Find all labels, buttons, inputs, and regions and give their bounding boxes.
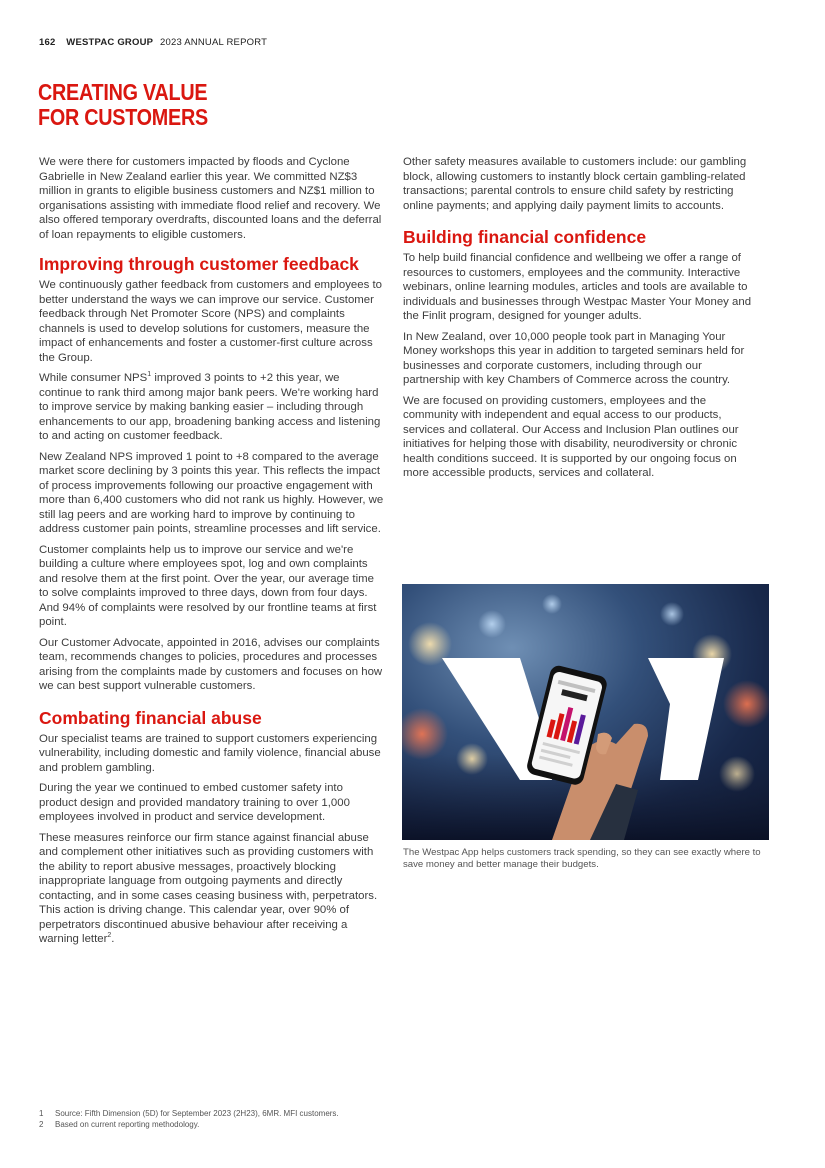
page-title-line-2: FOR CUSTOMERS — [38, 104, 208, 130]
photo-illustration — [402, 584, 769, 840]
photo-caption: The Westpac App helps customers track spending, so they can see exactly where to save money and better manage their budgets. — [403, 847, 761, 870]
bokeh-light — [478, 610, 506, 638]
paragraph: Other safety measures available to customers include: our gambling block, allowing customers to instantly block certain gambling-related transactions; parental controls to ensure child safety by restricting online payments; and applying daily payment limits to accounts. — [403, 156, 747, 212]
page-header — [39, 37, 267, 48]
left-column — [39, 155, 384, 953]
footnote-text: Source: Fifth Dimension (5D) for September 2023 (2H23), 6MR. MFI customers. — [55, 1109, 339, 1118]
section-heading-confidence: Building financial confidence — [403, 227, 647, 247]
bokeh-light — [723, 680, 769, 728]
paragraph: To help build financial confidence and wellbeing we offer a range of resources to customers, employees and the community. Interactive webinars, online learning modules, articles and tools are available to individuals and businesses through Westpac Master Your Money and the Finlit program, designed for younger adults. — [403, 252, 752, 322]
page-title-line-1: CREATING VALUE — [38, 79, 208, 105]
paragraph: New Zealand NPS improved 1 point to +8 compared to the average market score declining by 3 points this year. This reflects the impact of process improvements following our proactive engagement with more than 6,400 customers who did not rank us highly. However, we still lag peers and are working hard to improve by continuing to address customer pain points, streamline processes and lift service. — [39, 450, 384, 535]
footnote-number: 1 — [39, 1109, 44, 1118]
paragraph: We are focused on providing customers, employees and the community with independent and equal access to our products, services and collateral. Our Access and Inclusion Plan outlines our initiatives for helping those with disability, neurodiversity or chronic health conditions succeed. It is supported by our ongoing focus on more accessible products, services and collateral. — [403, 394, 739, 479]
text: These measures reinforce our firm stance against financial abuse and complement other initiatives such as providing customers with the ability to report abusive messages, proactively blocking inappropriate language from outgoing payments and directly contacting, and in some cases ceasing business with, perpetrators. This action is driving change. This calendar year, over 90% of perpetrators discontinued abusive behaviour after receiving a warning letter — [39, 831, 378, 945]
westpac-app-photo — [402, 584, 769, 840]
paragraph — [39, 831, 384, 947]
paragraph: In New Zealand, over 10,000 people took part in Managing Your Money workshops this year in addition to targeted seminars held for businesses and corporate customers, including through our partnership with key Chambers of Commerce across the country. — [403, 330, 745, 386]
text: While consumer NPS — [39, 372, 148, 384]
footnote-1 — [39, 1109, 339, 1120]
footnotes — [39, 1109, 339, 1130]
paragraph: Our Customer Advocate, appointed in 2016, advises our complaints team, recommends changes to policies, procedures and processes arising from the complaints made by customers and focuses on how we can best support vulnerable customers. — [39, 636, 383, 692]
paragraph — [39, 371, 384, 444]
bokeh-light — [402, 708, 448, 760]
page-title — [38, 80, 296, 130]
intro-paragraph: We were there for customers impacted by floods and Cyclone Gabrielle in New Zealand earlier this year. We committed NZ$3 million in grants to eligible business customers and NZ$1 million to organisations assisting with immediate flood relief and recovery. We also offered temporary overdrafts, discounted loans and the deferral of loan repayments to eligible customers. — [39, 156, 382, 241]
section-heading-abuse: Combating financial abuse — [39, 707, 262, 728]
footnote-ref-2: 2 — [107, 932, 112, 940]
paragraph: We continuously gather feedback from customers and employees to better understand the ways we can improve our service. Customer feedback through Net Promoter Score (NPS) and complaints channels is used to develop solutions for customers, measure the impact of enhancements and foster a customer-first culture across the Group. — [39, 279, 382, 364]
paragraph: Our specialist teams are trained to support customers experiencing vulnerability, including domestic and family violence, financial abuse and problem gambling. — [39, 732, 381, 774]
bokeh-light — [542, 594, 562, 614]
text: improved 3 points to +2 this year, we continue to rank third among major bank peers. We're working hard to improve service by making banking easier – including through enhancements to our app, broadening banking access and listening to and acting on customer feedback. — [39, 372, 381, 442]
footnote-number: 2 — [39, 1119, 44, 1129]
header-org: WESTPAC GROUP — [66, 37, 154, 48]
footnote-ref-1: 1 — [147, 371, 152, 379]
right-column — [403, 155, 753, 487]
page-number: 162 — [39, 37, 56, 48]
section-heading-feedback: Improving through customer feedback — [39, 254, 359, 274]
paragraph: Customer complaints help us to improve our service and we're building a culture where employees spot, log and own complaints and resolve them at the first point. Over the year, our average time to solve complaints improved to three days, down from four days. And 94% of complaints were resolved by our frontline teams at first point. — [39, 543, 377, 628]
text: . — [111, 933, 115, 945]
footnote-text: Based on current reporting methodology. — [55, 1119, 200, 1129]
paragraph: During the year we continued to embed customer safety into product design and provided mandatory training to over 1,000 employees involved in product and service development. — [39, 782, 350, 823]
header-report: 2023 ANNUAL REPORT — [160, 37, 268, 48]
bokeh-light — [660, 602, 684, 626]
footnote-2 — [39, 1120, 339, 1131]
